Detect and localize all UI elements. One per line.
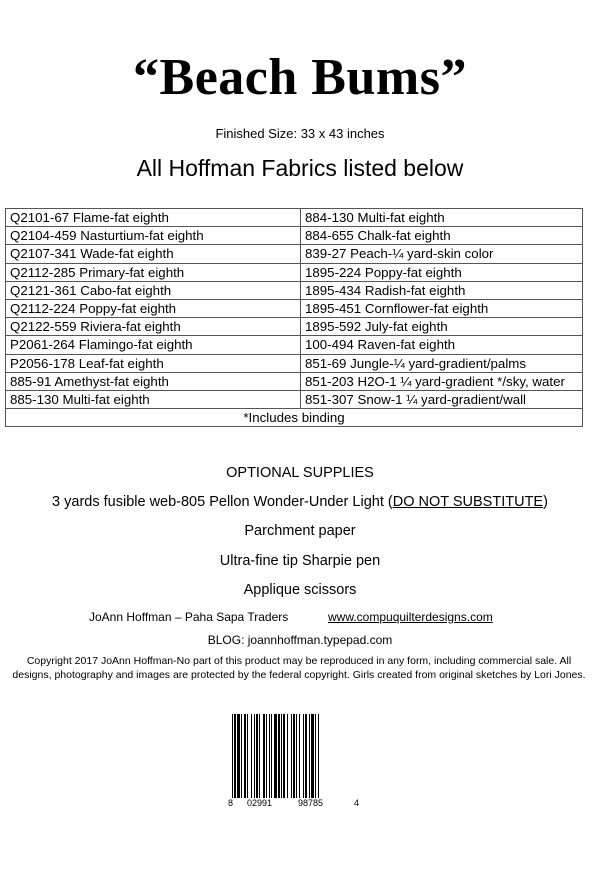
barcode-digit-group: 02991 bbox=[247, 798, 273, 808]
table-row bbox=[6, 263, 583, 281]
fabric-cell: 1895-592 July-fat eighth bbox=[301, 318, 583, 336]
table-row bbox=[6, 227, 583, 245]
fabric-cell: P2061-264 Flamingo-fat eighth bbox=[6, 336, 301, 354]
fabric-cell: Q2112-285 Primary-fat eighth bbox=[6, 263, 301, 281]
fabric-cell: P2056-178 Leaf-fat eighth bbox=[6, 354, 301, 372]
finished-size: Finished Size: 33 x 43 inches bbox=[215, 126, 385, 141]
fabric-cell: 851-203 H2O-1 ¼ yard-gradient */sky, water bbox=[301, 372, 583, 390]
fabric-cell: 884-655 Chalk-fat eighth bbox=[301, 227, 583, 245]
website-link[interactable]: www.compuquilterdesigns.com bbox=[328, 610, 493, 624]
supply-fusible-text: 3 yards fusible web-805 Pellon Wonder-Under Light ( bbox=[52, 494, 393, 510]
fabric-cell: Q2121-361 Cabo-fat eighth bbox=[6, 281, 301, 299]
supply-item: Ultra-fine tip Sharpie pen bbox=[219, 553, 381, 569]
table-row bbox=[6, 336, 583, 354]
table-row bbox=[6, 281, 583, 299]
fabric-table bbox=[5, 208, 583, 427]
binding-note: *Includes binding bbox=[6, 409, 583, 427]
supply-fusible-close: ) bbox=[543, 494, 548, 510]
fabric-cell: Q2122-559 Riviera-fat eighth bbox=[6, 318, 301, 336]
supply-fusible-web bbox=[0, 494, 600, 510]
fabric-cell: 839-27 Peach-¼ yard-skin color bbox=[301, 245, 583, 263]
barcode bbox=[226, 714, 366, 806]
do-not-substitute-note: DO NOT SUBSTITUTE bbox=[392, 494, 544, 510]
designer-name: JoAnn Hoffman – Paha Sapa Traders bbox=[89, 610, 289, 624]
supply-item: Parchment paper bbox=[244, 523, 356, 539]
blog-link[interactable]: BLOG: joannhoffman.typepad.com bbox=[207, 633, 393, 647]
binding-row bbox=[6, 409, 583, 427]
pattern-title: “Beach Bums” bbox=[133, 49, 467, 106]
fabric-cell: 885-130 Multi-fat eighth bbox=[6, 390, 301, 408]
supplies-heading: OPTIONAL SUPPLIES bbox=[226, 465, 374, 481]
fabric-cell: Q2107-341 Wade-fat eighth bbox=[6, 245, 301, 263]
fabric-cell: 1895-224 Poppy-fat eighth bbox=[301, 263, 583, 281]
supply-item: Applique scissors bbox=[243, 582, 357, 598]
table-row bbox=[6, 372, 583, 390]
table-row bbox=[6, 209, 583, 227]
barcode-digit-group: 8 bbox=[228, 798, 234, 808]
table-row bbox=[6, 318, 583, 336]
barcode-digit-group: 98785 bbox=[298, 798, 324, 808]
fabric-cell: 885-91 Amethyst-fat eighth bbox=[6, 372, 301, 390]
table-row bbox=[6, 354, 583, 372]
fabrics-heading: All Hoffman Fabrics listed below bbox=[136, 155, 464, 181]
copyright-notice: Copyright 2017 JoAnn Hoffman-No part of this product may be reproduced in any form, including commercial sale. All designs, photography and images are protected by the federal copyright. Girls created from original sketches by Lori Jones. bbox=[12, 655, 586, 681]
table-row bbox=[6, 245, 583, 263]
fabric-cell: Q2112-224 Poppy-fat eighth bbox=[6, 299, 301, 317]
barcode-digit-group: 4 bbox=[354, 798, 360, 808]
fabric-cell: 851-69 Jungle-¼ yard-gradient/palms bbox=[301, 354, 583, 372]
fabric-cell: 1895-451 Cornflower-fat eighth bbox=[301, 299, 583, 317]
fabric-cell: 100-494 Raven-fat eighth bbox=[301, 336, 583, 354]
barcode-digits bbox=[226, 798, 366, 812]
fabric-cell: Q2101-67 Flame-fat eighth bbox=[6, 209, 301, 227]
fabric-cell: 851-307 Snow-1 ¼ yard-gradient/wall bbox=[301, 390, 583, 408]
fabric-cell: Q2104-459 Nasturtium-fat eighth bbox=[6, 227, 301, 245]
fabric-cell: 1895-434 Radish-fat eighth bbox=[301, 281, 583, 299]
table-row bbox=[6, 299, 583, 317]
table-row bbox=[6, 390, 583, 408]
fabric-cell: 884-130 Multi-fat eighth bbox=[301, 209, 583, 227]
